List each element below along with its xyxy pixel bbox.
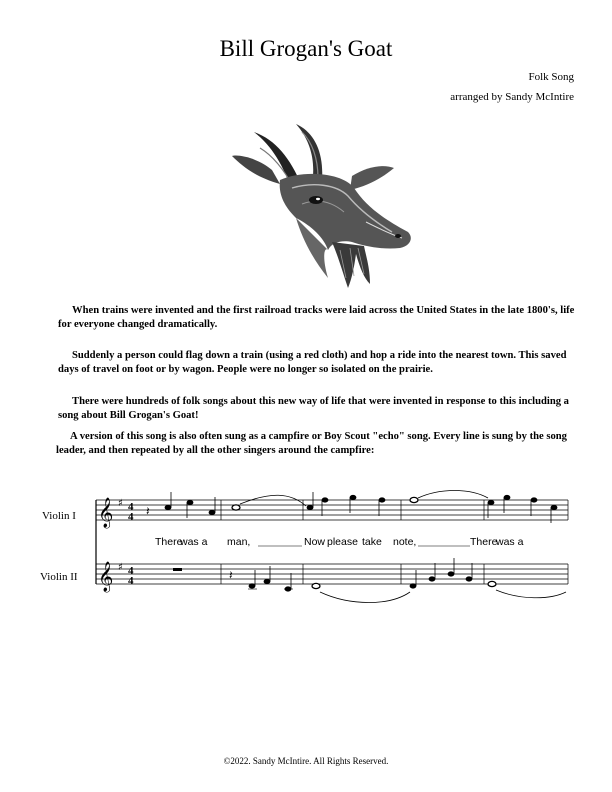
staff-label-violin-1: Violin I (42, 510, 76, 522)
treble-clef-icon: 𝄞 (98, 498, 114, 528)
lyric-word: note, (393, 536, 417, 548)
arranger-label: arranged by Sandy McIntire (450, 91, 574, 103)
paragraph-4: A version of this song is also often sung as a campfire or Boy Scout "echo" song. Every line is sung by the song leader, and then repeated by all the other singers around the campfire: (56, 431, 567, 456)
music-score (0, 490, 612, 610)
lyric-word: was a (180, 536, 208, 548)
lyrics (155, 536, 524, 548)
paragraph-1: When trains were invented and the first railroad tracks were laid across the United States in the late 1800's, life for everyone changed dramatically. (58, 305, 575, 330)
time-signature-bottom: 4 (128, 575, 134, 587)
goat-head-icon (232, 118, 420, 290)
violin-2-notes (173, 558, 566, 603)
page-title: Bill Grogan's Goat (219, 36, 393, 61)
staff-violin-2 (96, 564, 568, 584)
lyric-word: There (155, 536, 183, 548)
genre-label: Folk Song (528, 71, 574, 83)
lyric-word: man, (227, 536, 251, 548)
quarter-rest-icon: 𝄽 (229, 568, 233, 582)
paragraph-3: There were hundreds of folk songs about this new way of life that were invented in response to this including a song about Bill Grogan's Goat! (58, 396, 569, 421)
copyright-footer: ©2022. Sandy McIntire. All Rights Reserved. (223, 756, 389, 766)
lyric-word: please (327, 536, 358, 548)
time-signature-top: 4 (128, 501, 134, 513)
sharp-icon: ♯ (118, 498, 123, 509)
staff-label-violin-2: Violin II (40, 571, 78, 583)
time-signature-top: 4 (128, 565, 134, 577)
sharp-icon: ♯ (118, 562, 123, 573)
lyric-word: There (470, 536, 498, 548)
lyric-word: was a (496, 536, 524, 548)
whole-rest-icon (173, 568, 182, 571)
quarter-rest-icon: 𝄽 (146, 504, 150, 518)
lyric-word: take (362, 536, 382, 548)
lyric-word: Now (304, 536, 326, 548)
violin-1-notes (146, 491, 557, 524)
treble-clef-icon: 𝄞 (98, 562, 114, 592)
paragraph-2: Suddenly a person could flag down a train (using a red cloth) and hop a ride into the nearest town. This saved days of travel on foot or by wagon. People were no longer so isolated on the prairie. (58, 350, 567, 375)
time-signature-bottom: 4 (128, 511, 134, 523)
